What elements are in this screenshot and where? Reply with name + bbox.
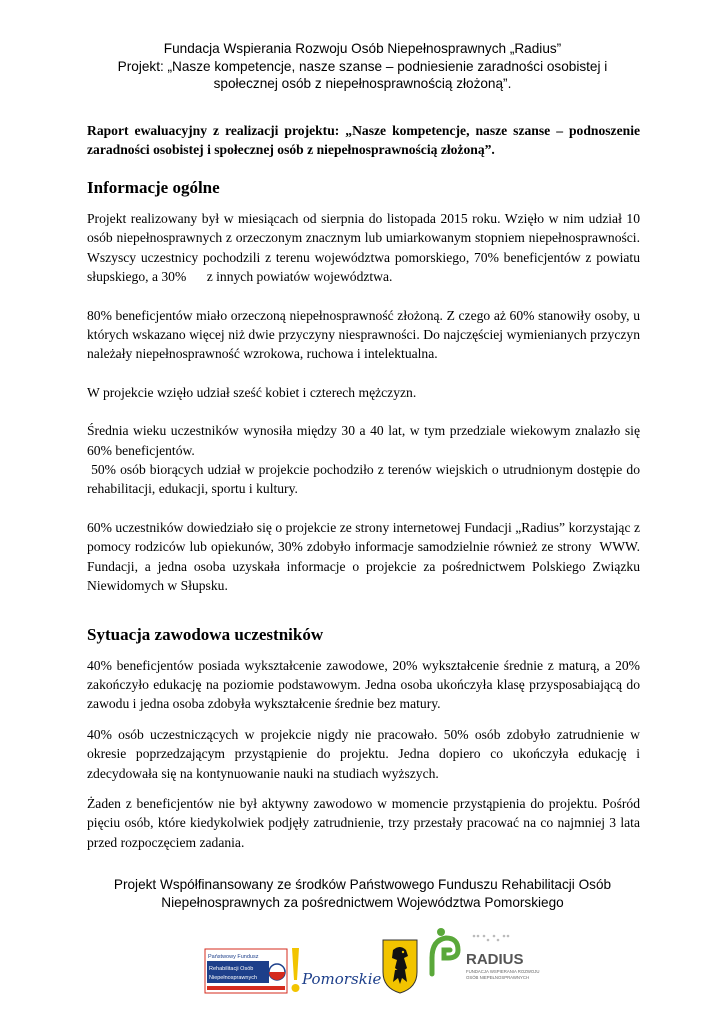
section-heading-general-info: Informacje ogólne [87, 178, 220, 197]
document-body [87, 122, 644, 871]
paragraph-education: 40% beneficjentów posiada wykształcenie zawodowe, 20% wykształcenie średnie z maturą, a 20% zakończyło edukację na poziomie podstawowym. Jedna osoba ukończyła klasę przysposabiającą do zawodu i jedna osoba zdobyła wykształcenie średnie bez matury. [87, 657, 640, 712]
radius-text: RADIUS [466, 951, 524, 968]
exclamation-bar [292, 948, 299, 980]
footer-line-2: Niepełnosprawnych za pośrednictwem Województwa Pomorskiego [161, 894, 564, 910]
page-footer [60, 876, 665, 911]
paragraph-disability-stats: 80% beneficjentów miało orzeczoną niepełnosprawność złożoną. Z czego aż 60% stanowiły osoby, u których wskazano więcej niż dwie przyczyny niesprawności. Do najczęściej wymienianych przyczyn należały niepełnosprawność wzrokowa, ruchowa i intelektualna. [87, 307, 640, 362]
header-line-1: Fundacja Wspierania Rozwoju Osób Niepełnosprawnych „Radius” [163, 41, 562, 56]
report-title: Raport ewaluacyjny z realizacji projektu: „Nasze kompetencje, nasze szanse – podnoszenie zaradności osobistej i społecznej osób z niepełnosprawnością złożoną”. [87, 123, 640, 157]
paragraph-employment-history: 40% osób uczestniczących w projekcie nigdy nie pracowało. 50% osób zdobyło zatrudnienie w okresie poprzedzającym przystąpienie do projektu. Jedna dopiero co ukończyła edukację i zdecydowała się na kontynuowanie nauki na studiach wyższych. [87, 726, 640, 781]
pfron-text-2: Rehabilitacji Osób [209, 966, 254, 972]
paragraph-activity: Żaden z beneficjentów nie był aktywny zawodowo w momencie przystąpienia do projektu. Pośród pięciu osób, które kiedykolwiek podjęły zatrudnienie, trzy przestały pracować na co najmniej 3 lata przed rozpoczęciem zadania. [87, 795, 640, 850]
pomorskie-logo [288, 942, 382, 998]
sponsor-logos [0, 920, 725, 1020]
radius-sub-1: FUNDACJA WSPIERANIA ROZWOJU [466, 969, 540, 974]
paragraph-rural: 50% osób biorących udział w projekcie pochodziło z terenów wiejskich o utrudnionym dostępie do rehabilitacji, edukacji, sportu i kultury. [87, 462, 644, 497]
header-line-2: Projekt: „Nasze kompetencje, nasze szanse – podniesienie zaradności osobistej i [117, 58, 608, 74]
pfron-logo [204, 948, 288, 994]
radius-sub-2: OSÓB NIEPEŁNOSPRAWNYCH [466, 975, 530, 980]
exclamation-dot [292, 984, 300, 992]
radius-head [437, 928, 445, 936]
header-line-3: społecznej osób z niepełnosprawnością złożoną”. [213, 76, 512, 91]
paragraph-age: Średnia wieku uczestników wynosiła między 30 a 40 lat, w tym przedziale wiekowym znalazło się 60% beneficjentów. [87, 423, 640, 458]
pomorskie-coat-of-arms-icon [381, 938, 419, 994]
paragraph-recruitment: 60% uczestników dowiedziało się o projekcie ze strony internetowej Fundacji „Radius” korzystając z pomocy rodziców lub opiekunów, 30% zdobyło informacje samodzielnie również ze strony WWW. Fundacji, a jedna osoba uzyskała informacje o projekcie za pośrednictwem Polskiego Związku Niewidomych w Słupsku. [87, 519, 644, 594]
page-header [60, 40, 665, 93]
pomorskie-text: Pomorskie [302, 970, 382, 988]
paragraph-project-overview: Projekt realizowany był w miesiącach od sierpnia do listopada 2015 roku. Wzięło w nim udział 10 osób niepełnosprawnych z orzeczonym znacznym lub umiarkowanym stopniem niepełnosprawności. Wszyscy uczestnicy pochodzili z terenu województwa pomorskiego, 70% beneficjentów z powiatu słupskiego, a 30% z innych powiatów województwa. [87, 211, 644, 285]
pfron-text-1: Państwowy Fundusz [208, 954, 259, 960]
pfron-text-3: Niepełnosprawnych [209, 975, 257, 981]
section-heading-employment: Sytuacja zawodowa uczestników [87, 624, 324, 644]
pfron-red-stripe [207, 986, 285, 990]
radius-logo [426, 924, 540, 988]
footer-line-1: Projekt Współfinansowany ze środków Państwowego Funduszu Rehabilitacji Osób [113, 877, 612, 892]
paragraph-gender: W projekcie wzięło udział sześć kobiet i czterech mężczyzn. [87, 384, 417, 400]
